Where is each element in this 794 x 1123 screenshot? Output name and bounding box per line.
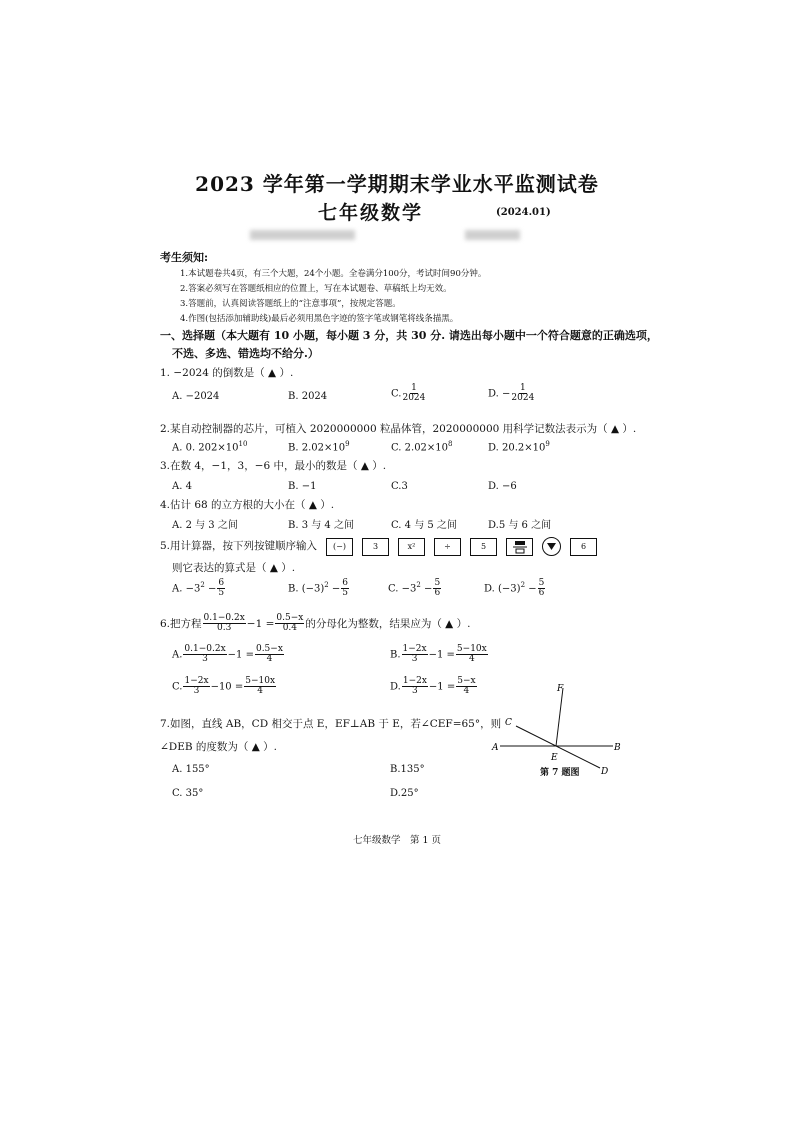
q4-option-d: D.5 与 6 之间: [488, 520, 552, 531]
q2-option-b: B. $2.02\times 10^9$: [288, 440, 350, 454]
q4-option-a: A. 2 与 3 之间: [172, 520, 238, 531]
q7-option-c: C. 35°: [172, 788, 204, 799]
q6-option-b: B. $\frac{1-2x}{3}$ −1 = $\frac{5-10x}{4}$: [390, 644, 487, 665]
exam-date: (2024.01): [496, 207, 551, 218]
q6-option-d: D. $\frac{1-2x}{3}$ −1 = $\frac{5-x}{4}$: [390, 676, 476, 697]
question-5-cont: 则它表达的算式是（ ▲ ）.: [172, 562, 296, 574]
exam-title: 2023 学年第一学期期末学业水平监测试卷: [195, 172, 599, 196]
key-5: 5: [470, 538, 497, 556]
question-5: 5.用计算器，按下列按键顺序输入: [160, 540, 318, 552]
fraction-key-icon: [506, 538, 533, 556]
q5-option-b: B. $(-3)^2$ − $\frac{6}{5}$: [288, 578, 349, 599]
q3-option-a: A. 4: [172, 481, 192, 492]
q7-option-b: B.135°: [390, 764, 425, 775]
q5-option-a: A. $-3^2$ − $\frac{6}{5}$: [172, 578, 225, 599]
q2-option-c: C. $2.02\times 10^8$: [391, 440, 453, 454]
page-footer: 七年级数学 第 1 页: [352, 835, 442, 846]
question-4: 4.估计 68 的立方根的大小在（ ▲ ）.: [160, 499, 335, 511]
label-b: B: [614, 743, 621, 753]
notice-item: 2.答案必须写在答题纸相应的位置上，写在本试题卷、草稿纸上均无效。: [180, 284, 452, 294]
question-7: 7.如图，直线 AB，CD 相交于点 E，EF⊥AB 于 E，若∠CEF=65°，则: [160, 718, 502, 730]
notice-item: 4.作图(包括添加辅助线)最后必须用黑色字迹的签字笔或钢笔将线条描黑。: [180, 314, 459, 324]
notice-heading: 考生须知:: [160, 251, 209, 264]
notice-item: 3.答题前，认真阅读答题纸上的“注意事项”，按规定答题。: [180, 299, 401, 309]
q3-option-c: C.3: [391, 481, 408, 492]
notice-item: 1.本试题卷共4页，有三个大题，24个小题。全卷满分100分，考试时间90分钟。: [180, 269, 487, 279]
q4-option-b: B. 3 与 4 之间: [288, 520, 354, 531]
label-d: D: [601, 767, 609, 777]
q5-option-d: D. $(-3)^2$ − $\frac{5}{6}$: [484, 578, 545, 599]
exam-subtitle: 七年级数学: [318, 202, 424, 224]
q1-option-c: C. $\frac{1}{2024}$: [391, 383, 426, 404]
label-a: A: [492, 743, 499, 753]
q4-option-c: C. 4 与 5 之间: [391, 520, 457, 531]
down-arrow-key-icon: [542, 537, 561, 556]
q3-option-d: D. −6: [488, 481, 517, 492]
q1-option-a: A. −2024: [172, 391, 220, 402]
label-e: E: [551, 753, 558, 763]
question-3: 3.在数 4，−1，3，−6 中，最小的数是（ ▲ ）.: [160, 460, 387, 472]
key-square: x²: [398, 538, 425, 556]
q6-option-c: C. $\frac{1-2x}{3}$ −10 = $\frac{5-10x}{4}$: [172, 676, 276, 697]
key-3: 3: [362, 538, 389, 556]
question-2: 2.某自动控制器的芯片，可植入 2020000000 粒晶体管，2020000000 用科学记数法表示为（ ▲ ）.: [160, 423, 637, 435]
key-6: 6: [570, 538, 597, 556]
question-1: 1. −2024 的倒数是（ ▲ ）.: [160, 367, 294, 379]
label-c: C: [505, 718, 512, 728]
q1-option-b: B. 2024: [288, 391, 328, 402]
q2-option-d: D. $20.2\times 10^9$: [488, 440, 550, 454]
q3-option-b: B. −1: [288, 481, 317, 492]
question-6: 6.把方程 $\frac{0.1-0.2x}{0.3}$ −1 = $\frac{0.5-x}{0.4}$ 的分母化为整数，结果应为（ ▲ ）.: [160, 613, 471, 634]
ray-ef: [556, 688, 563, 746]
q1-option-d: D. − $\frac{1}{2024}$: [488, 383, 535, 404]
key-negative: (−): [326, 538, 353, 556]
q2-option-a: A. 0. $202\times 10^{10}$: [172, 440, 248, 454]
section-heading: 一、选择题（本大题有 10 小题，每小题 3 分，共 30 分. 请选出每小题中一个符合题意的正确选项，: [160, 329, 658, 342]
q5-option-c: C. $-3^2$ − $\frac{5}{6}$: [388, 578, 441, 599]
q7-option-d: D.25°: [390, 788, 419, 799]
q7-option-a: A. 155°: [172, 764, 210, 775]
redacted-field: [250, 230, 355, 240]
section-heading-cont: 不选、多选、错选均不给分.）: [172, 347, 319, 360]
redacted-field: [465, 230, 520, 240]
calculator-key-sequence: [326, 537, 597, 556]
q6-option-a: A. $\frac{0.1-0.2x}{3}$ −1 = $\frac{0.5-x}{4}$: [172, 644, 283, 665]
question-7-cont: ∠DEB 的度数为（ ▲ ）.: [160, 741, 278, 753]
key-divide: ÷: [434, 538, 461, 556]
figure-7-caption: 第 7 题图: [540, 768, 580, 778]
label-f: F: [557, 684, 564, 694]
